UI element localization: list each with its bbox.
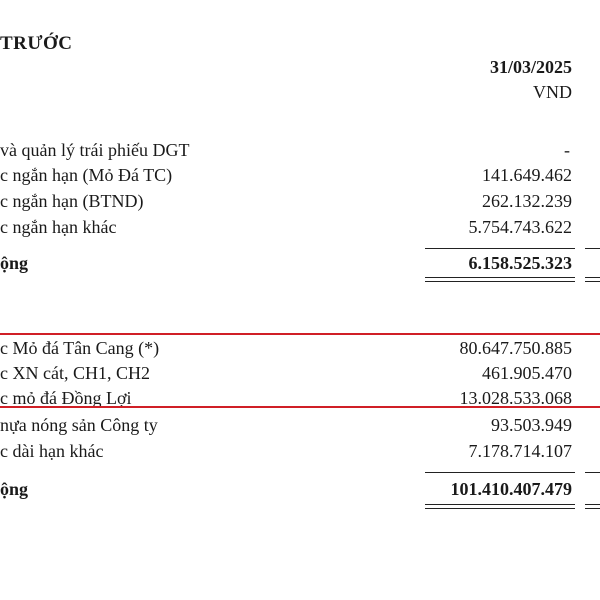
table-row xyxy=(0,191,600,217)
subtotal-rule-edge xyxy=(585,248,600,249)
double-rule-edge-bottom xyxy=(585,281,600,282)
column-date-header: 31/03/2025 xyxy=(489,57,572,77)
row-label: nựa nóng sản Công ty xyxy=(0,415,158,435)
double-rule-top xyxy=(425,277,575,278)
column-unit-header: VND xyxy=(533,82,572,102)
row-value: 262.132.239 xyxy=(482,191,572,211)
total-value: 6.158.525.323 xyxy=(468,253,572,273)
double-rule-edge-top xyxy=(585,277,600,278)
row-label: c Mỏ đá Tân Cang (*) xyxy=(0,338,160,358)
row-value: 13.028.533.068 xyxy=(459,388,572,408)
subtotal-rule xyxy=(425,248,575,249)
double-rule-bottom xyxy=(425,281,575,282)
table-row xyxy=(0,140,600,166)
table-row xyxy=(0,415,600,441)
total-row xyxy=(0,253,600,279)
row-label: c ngắn hạn (BTND) xyxy=(0,191,144,211)
table-row xyxy=(0,217,600,243)
double-rule-edge-bottom xyxy=(585,508,600,509)
row-value: 80.647.750.885 xyxy=(459,338,572,358)
double-rule-edge-top xyxy=(585,504,600,505)
section-heading: TRƯỚC xyxy=(0,33,73,54)
total-value: 101.410.407.479 xyxy=(450,479,572,499)
total-label: ộng xyxy=(0,479,29,499)
row-value: 141.649.462 xyxy=(482,165,572,185)
row-value: 93.503.949 xyxy=(491,415,572,435)
double-rule-top xyxy=(425,504,575,505)
total-row xyxy=(0,479,600,505)
table-row xyxy=(0,165,600,191)
row-value: 5.754.743.622 xyxy=(468,217,572,237)
row-value: - xyxy=(564,140,570,160)
row-value: 461.905.470 xyxy=(482,363,572,383)
table-row xyxy=(0,441,600,467)
total-label: ộng xyxy=(0,253,29,273)
highlight-annotation-box xyxy=(0,333,600,408)
row-label: c dài hạn khác xyxy=(0,441,104,461)
row-label: c ngắn hạn khác xyxy=(0,217,117,237)
row-label: c XN cát, CH1, CH2 xyxy=(0,363,150,383)
row-label: c ngắn hạn (Mỏ Đá TC) xyxy=(0,165,173,185)
subtotal-rule-edge xyxy=(585,472,600,473)
double-rule-bottom xyxy=(425,508,575,509)
row-value: 7.178.714.107 xyxy=(468,441,572,461)
subtotal-rule xyxy=(425,472,575,473)
row-label: c mỏ đá Đồng Lợi xyxy=(0,388,132,408)
row-label: và quản lý trái phiếu DGT xyxy=(0,140,190,160)
